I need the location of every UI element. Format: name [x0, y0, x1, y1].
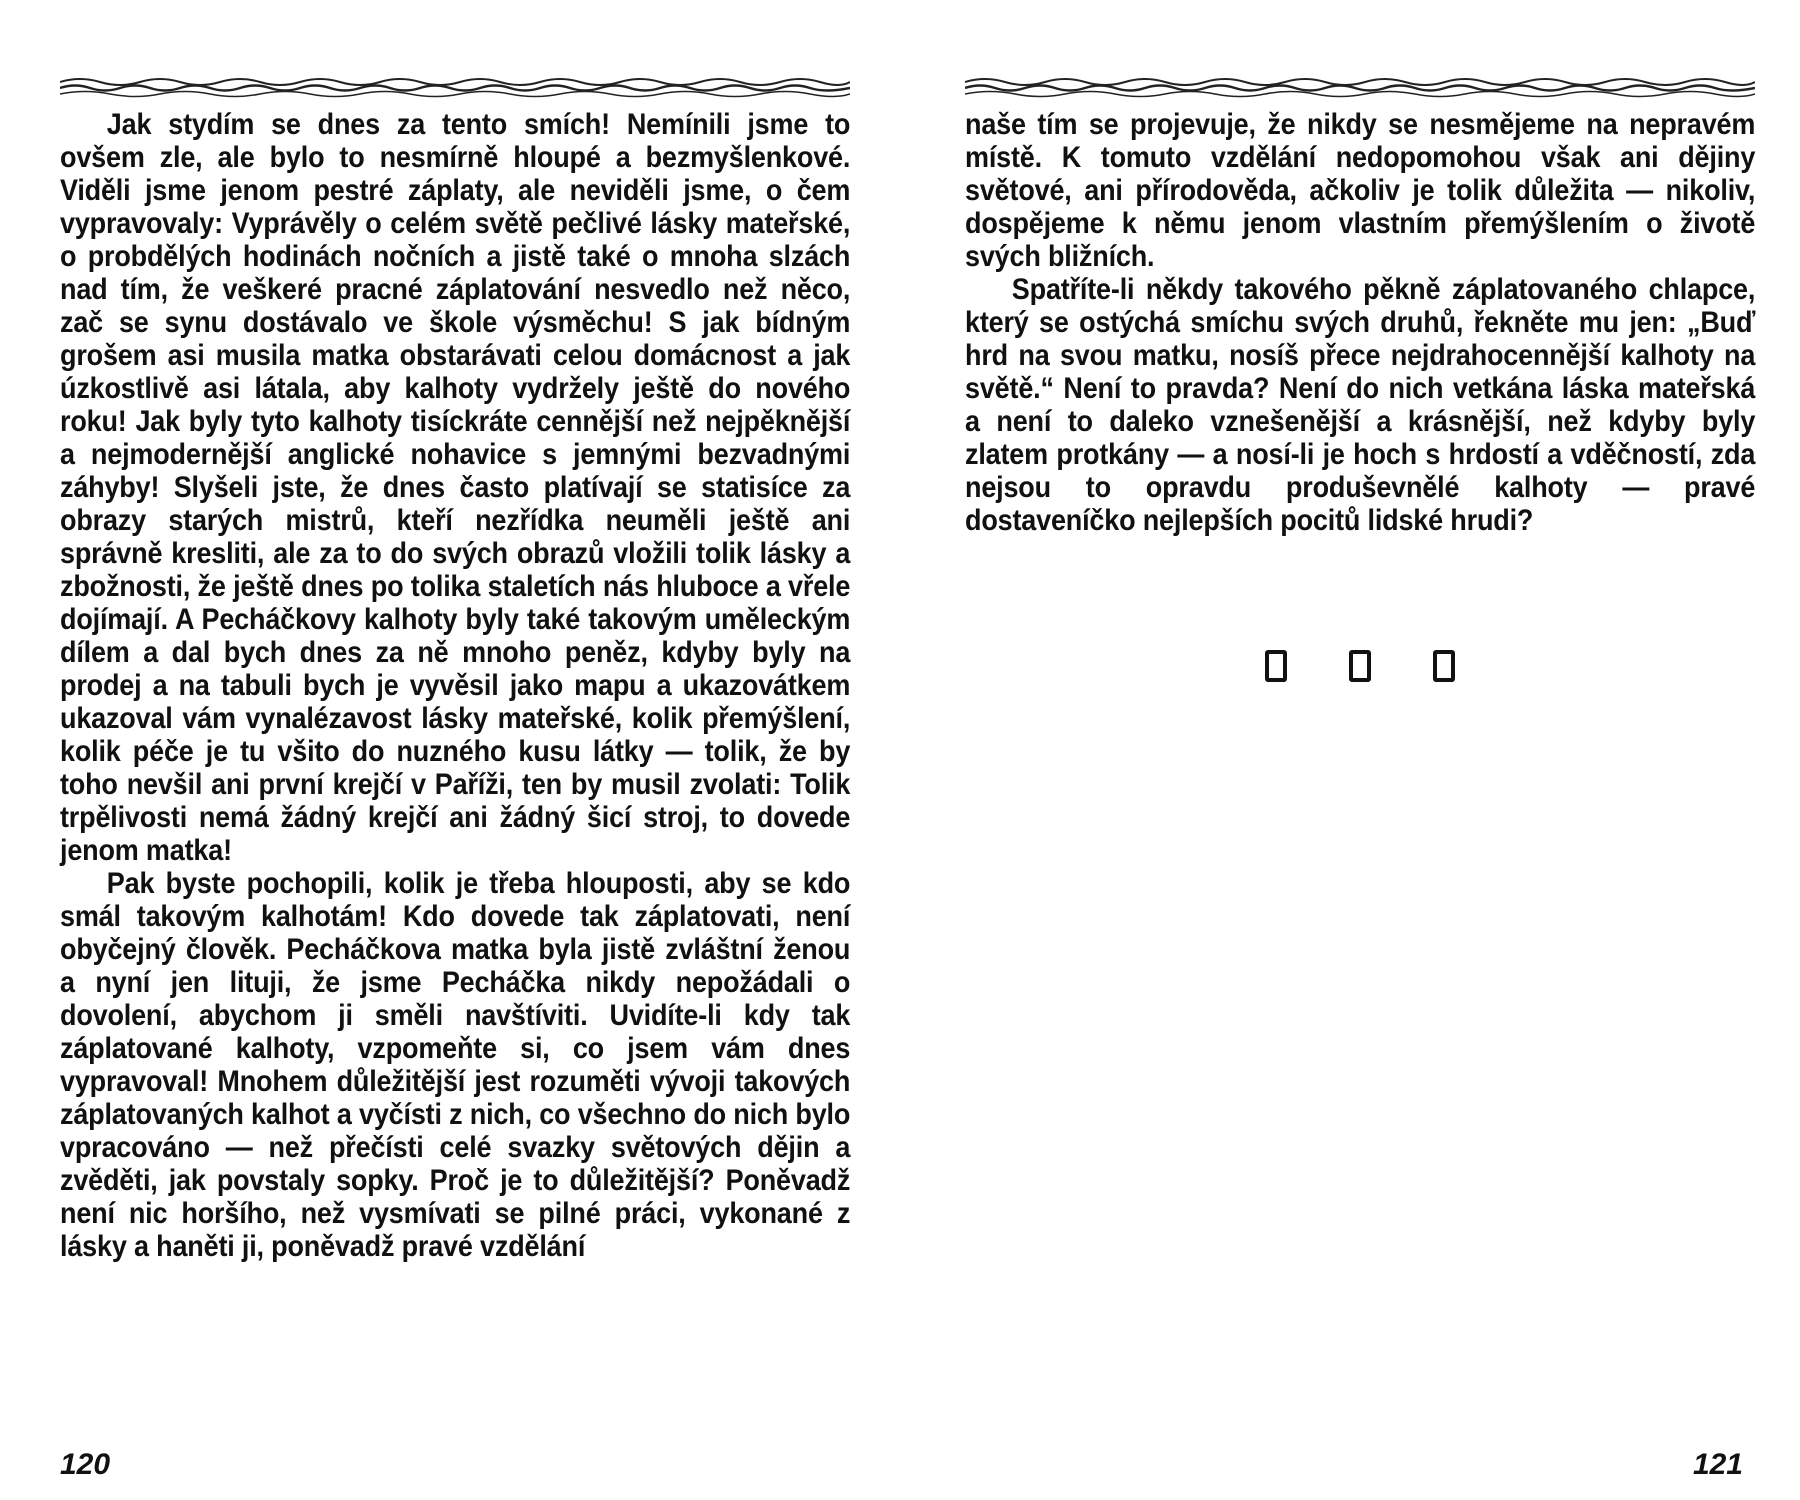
paragraph: naše tím se projevuje, že nikdy se nesmějeme na nepravém místě. K tomuto vzdělání nedopomohou však ani dějiny světové, ani přírodověda, ačkoliv je tolik důležita — nikoliv, dospějeme k němu jenom vlastním přemýšlením o životě svých bližních.	[965, 108, 1756, 273]
header-ornament-icon	[60, 70, 850, 104]
section-end-marks	[1265, 650, 1455, 682]
square-ornament-icon	[1433, 650, 1455, 682]
paragraph: Jak stydím se dnes za tento smích! Nemínili jsme to ovšem zle, ale bylo to nesmírně hloupé a bezmyšlenkové. Viděli jsme jenom pestré záplaty, ale neviděli jsme, o čem vypravovaly: Vyprávěly o celém světě pečlivé lásky mateřské, o probdělých hodinách nočních a jistě také o mnoha slzách nad tím, že veškeré pracné záplatování nesvedlo než něco, zač se synu dostávalo ve škole výsměchu! S jak bídným grošem asi musila matka obstarávati celou domácnost a jak úzkostlivě asi látala, aby kalhoty vydržely ještě do nového roku! Jak byly tyto kalhoty tisíckráte cennější než nejpěknější a nejmodernější anglické nohavice s jemnými bezvadnými záhyby! Slyšeli jste, že dnes často platívají se statisíce za obrazy starých mistrů, kteří nezřídka neuměli ještě ani správně kresliti, ale za to do svých obrazů vložili tolik lásky a zbožnosti, že ještě dnes po tolika staletích nás hluboce a vřele dojímají. A Pecháčkovy kalhoty byly také takovým uměleckým dílem a dal bych dnes za ně mnoho peněz, kdyby byly na prodej a na tabuli bych je vyvěsil jako mapu a ukazovátkem ukazoval vám vynalézavost lásky mateřské, kolik přemýšlení, kolik péče je tu všito do nuzného kusu látky — tolik, že by toho nevšil ani první krejčí v Paříži, ten by musil zvolati: Tolik trpělivosti nemá žádný krejčí ani žádný šicí stroj, to dovede jenom matka!	[60, 108, 851, 867]
paragraph: Pak byste pochopili, kolik je třeba hlouposti, aby se kdo smál takovým kalhotám! Kdo dovede tak záplatovati, není obyčejný člověk. Pecháčkova matka byla jistě zvláštní ženou a nyní jen lituji, že jsme Pecháčka nikdy nepožádali o dovolení, abychom ji směli navštíviti. Uvidíte-li kdy tak záplatované kalhoty, vzpomeňte si, co jsem vám dnes vypravoval! Mnohem důležitější jest rozuměti vývoji takových záplatovaných kalhot a vyčísti z nich, co všechno do nich bylo vpracováno — než přečísti celé svazky světových dějin a zvěděti, jak povstaly sopky. Proč je to důležitější? Poněvadž není nic horšího, než vysmívati se pilné práci, vykonané z lásky a haněti ji, poněvadž pravé vzdělání	[60, 867, 851, 1263]
left-page	[60, 0, 850, 1500]
header-ornament-icon	[965, 70, 1755, 104]
paragraph: Spatříte-li někdy takového pěkně záplatovaného chlapce, který se ostýchá smíchu svých druhů, řekněte mu jen: „Buď hrd na svou matku, nosíš přece nejdrahocennější kalhoty na světě.“ Není to pravda? Není do nich vetkána láska mateřská a není to daleko vznešenější a krásnější, než kdyby byly zlatem protkány — a nosí-li je hoch s hrdostí a vděčností, zda nejsou to opravdu produševnělé kalhoty — pravé dostaveníčko nejlepších pocitů lidské hrudi?	[965, 273, 1756, 537]
square-ornament-icon	[1349, 650, 1371, 682]
square-ornament-icon	[1265, 650, 1287, 682]
right-page-text	[965, 108, 1755, 537]
right-page	[965, 0, 1755, 1500]
page-number: 120	[60, 1448, 111, 1481]
page-number: 121	[1692, 1448, 1743, 1481]
left-page-text	[60, 108, 850, 1263]
